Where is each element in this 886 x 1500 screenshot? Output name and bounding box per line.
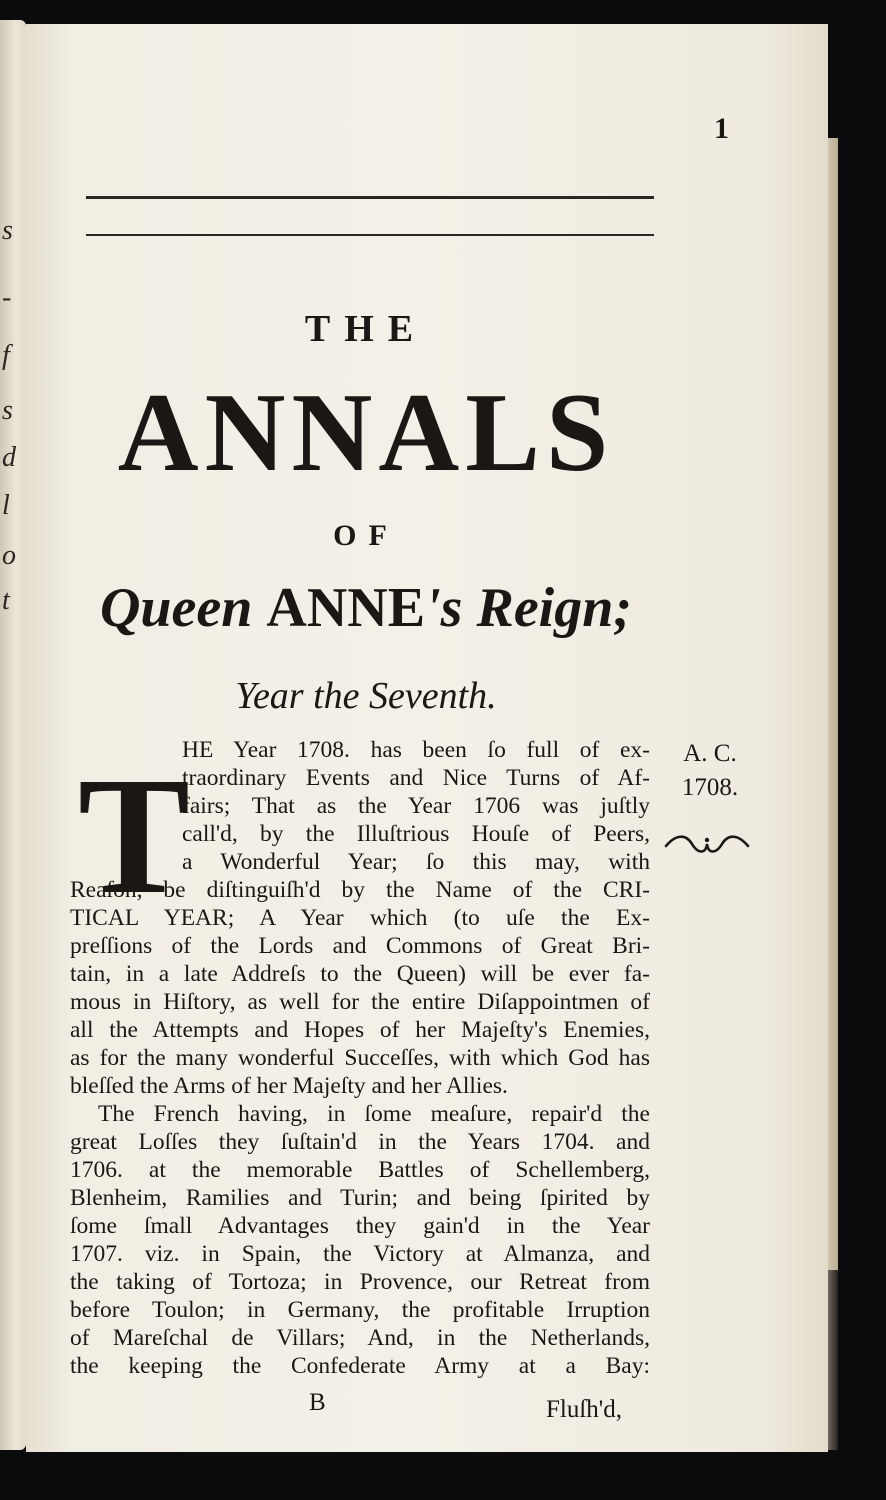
body-text (70, 736, 650, 1386)
body-line: 1707. viz. in Spain, the Victory at Almanza, and (70, 1241, 650, 1267)
body-line: 1706. at the memorable Battles of Schellemberg, (70, 1157, 650, 1183)
facing-page-fragment: t (2, 585, 10, 616)
book-page (26, 24, 828, 1452)
header-rule-bottom (86, 234, 654, 236)
body-line: the keeping the Confederate Army at a Bay: (70, 1353, 650, 1379)
facing-page-edge (0, 20, 26, 1450)
flourish-ornament (662, 832, 752, 856)
facing-page-fragment: o (2, 540, 16, 571)
catchword: Fluſh'd, (546, 1396, 623, 1423)
subtitle-year: Year the Seventh. (235, 675, 497, 717)
title-reign-anne: ANNE (266, 577, 426, 639)
body-line: bleſſed the Arms of her Majeſty and her Allies. (70, 1073, 508, 1099)
page-stack-edge (828, 138, 838, 1270)
margin-note-line2: 1708. (681, 774, 739, 801)
body-line: the taking of Tortoza; in Provence, our Retreat from (70, 1269, 650, 1295)
body-line: ſome ſmall Advantages they gain'd in the Year (70, 1213, 650, 1239)
body-line: TICAL YEAR; A Year which (to uſe the Ex- (70, 905, 650, 931)
facing-page-fragment: s (2, 395, 13, 426)
body-line: a Wonderful Year; ſo this may, with (182, 849, 650, 875)
header-rule-top (86, 196, 654, 199)
body-line: before Toulon; in Germany, the profitable Irruption (70, 1297, 650, 1323)
title-of: OF (333, 519, 399, 552)
body-line: as for the many wonderful Succeſſes, with which God has (70, 1045, 650, 1071)
body-line: tain, in a late Addreſs to the Queen) will be ever fa- (70, 961, 650, 987)
margin-note-line1: A. C. (683, 740, 737, 767)
body-line: great Loſſes they ſuſtain'd in the Years 1704. and (70, 1129, 650, 1155)
drop-cap: T (78, 743, 191, 929)
body-line: Reaſon, be diſtinguiſh'd by the Name of the CRI- (70, 877, 650, 903)
body-line: Blenheim, Ramilies and Turin; and being ſpirited by (70, 1185, 650, 1211)
facing-page-fragment: - (2, 282, 12, 313)
body-line: fairs; That as the Year 1706 was juſtly (182, 793, 650, 819)
title-reign-queen: Queen (99, 577, 267, 639)
body-line: preſſions of the Lords and Commons of Great Bri- (70, 933, 650, 959)
facing-page-fragment: d (2, 442, 16, 473)
facing-page-fragment: s (2, 215, 13, 246)
title-annals: ANNALS (117, 371, 615, 495)
facing-page-fragment: f (2, 340, 10, 371)
body-line: The French having, in ſome meaſure, repair'd the (98, 1101, 650, 1127)
page-number: 1 (714, 112, 729, 145)
facing-page-fragment: l (2, 490, 10, 521)
body-line: HE Year 1708. has been ſo full of ex- (182, 737, 650, 763)
signature-mark: B (309, 1389, 326, 1416)
body-line: all the Attempts and Hopes of her Majeſty's Enemies, (70, 1017, 650, 1043)
title-reign-suffix: 's Reign; (425, 577, 633, 639)
body-line: call'd, by the Illuſtrious Houſe of Peers, (182, 821, 650, 847)
title-the: THE (304, 308, 428, 350)
title-reign (66, 576, 666, 640)
body-line: traordinary Events and Nice Turns of Af- (182, 765, 650, 791)
body-line: mous in Hiſtory, as well for the entire Diſappointmen of (70, 989, 650, 1015)
body-line: of Mareſchal de Villars; And, in the Netherlands, (70, 1325, 650, 1351)
